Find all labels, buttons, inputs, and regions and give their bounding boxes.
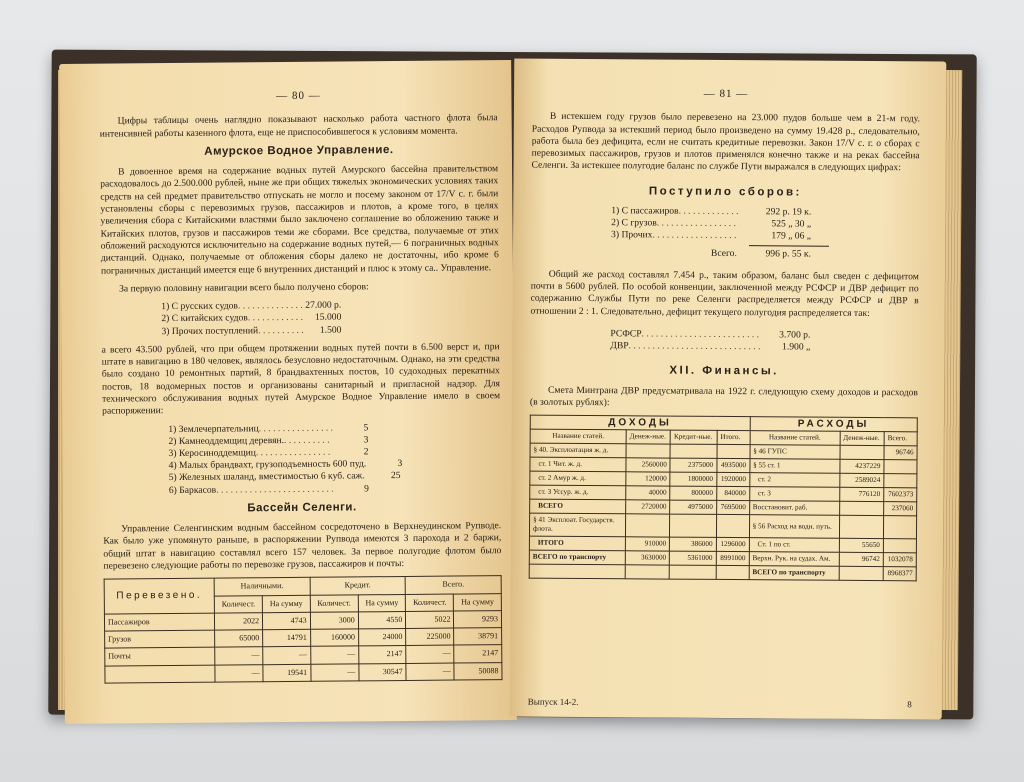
collections-list [611,205,811,260]
table-subheader: Кредит-ные. [670,430,716,444]
paragraph: Общий же расход составлял 7.454 р., таким образом, баланс был сведен с дефицитом почти в 5600 рублей. По особой конвенции, заключенной между РСФСР и ДВР дефицит по содержанию Службы Пути по реке Селенги распределяется между РСФСР и ДВР в отношении 2 : 1. Следовательно, дефицит текущего полугодия распределяется так: [530,268,919,319]
paragraph: Смета Минтрана ДВР предусматривала на 1922 г. следующую схему доходов и расходов (в золотых рублях): [529,384,919,409]
page-number: — 81 — [703,87,749,101]
list-item: ДВР . . . 1.900 „ [610,340,810,354]
table-subheader: Количест. [406,594,454,612]
signature-mark: Выпуск 14-2. [527,696,579,707]
list-item: 3) Керосиноддемщиц . . . 2 [168,446,368,460]
table-row: ВСЕГО по транспорту 3630000 5361000 8991000 Верхн. Рук. на судах. Ам. 96742 1032078 [529,550,916,567]
collections-list [161,300,341,338]
paragraph: За первую половину навигации всего было получено сборов: [119,281,369,295]
table-subheader: Количест. [214,595,262,613]
deficit-list [610,328,810,354]
table-row: ИТОГО 910000 386000 1296000 Ст. 1 по ст. 55650 [529,536,916,553]
list-item: РСФСР . . . 3.700 р. [610,328,810,342]
table-row: § 40. Эксплоатация ж. д. § 46 ГУПС 96746 [530,443,917,460]
table-row: ВСЕГО по транспорту 8968377 [529,564,916,581]
table-row: ст. 2 Амур ж. д. 120000 1800000 1920000 ст. 2 2589024 [530,471,917,488]
table-subheader: На сумму [358,594,406,612]
income-header: ДОХОДЫ [530,415,750,431]
finance-table [529,415,918,582]
list-item: 2) С китайских судов . . . 15.000 [161,312,341,326]
section-heading: Поступило сборов: [648,185,802,199]
table-subheader: На сумму [262,595,310,613]
list-item: 3) Прочих . . . 179 „ 06 „ [611,230,811,244]
table-row: Грузов 65000 14791 160000 24000 225000 38791 [105,628,502,649]
list-item: 1) Землечерпательниц . . . 5 [168,422,368,436]
table-header: Перевезено. [104,578,214,614]
table-subheader: Денеж-ные. [840,432,884,446]
left-page [59,60,517,724]
list-item: Всего . . . 996 р. 55 к. [611,247,811,261]
list-item: 1) С пассажиров . . . 292 р. 19 к. [611,205,811,219]
expense-header: РАСХОДЫ [750,417,917,432]
paragraph: В истекшем году грузов было перевезено на 23.000 пудов больше чем в 21-м году. Расходов Рупвода за истекший период было произведено на сумму 19.428 р., следовательно, работа была без дефицита, если не считать кредитные перевозки. Закон 17/V с. г. о сборах с перевозимых пассажиров, грузов и плотов применялся конечно также и на реках бассейна Селенги. За истекшее полугодие баланс по службе Пути выражался в следующих цифрах: [531,111,920,174]
list-item: 2) Камнеоддемщиц деревян. . . . 3 [168,434,368,448]
table-header: Кредит. [310,577,406,595]
list-item: 6) Баркасов . . . 9 [169,483,369,497]
section-heading: Бассейн Селенги. [247,501,357,515]
table-row: ст. 3 Уссур. ж. д. 40000 800000 840000 ст. 3 776120 7602373 [530,485,917,502]
transport-table [104,575,503,683]
right-page [510,59,947,720]
paragraph: Управление Селенгинским водным бассейном сосредоточено в Верхнеудинском Рупводе. Как было уже упомянуто раньше, в распоряжении Рупвода имеются 3 парохода и 2 баржи, общий штат в навигацию составлял всего 157 человек. За первое полугодие флотом было перевезено следующие работы по перевозке грузов, пассажиров и почты: [103,520,502,572]
table-row: Почты — — — 2147 — 2147 [105,645,502,666]
table-header: Всего. [405,576,501,594]
sum-rule [749,245,829,247]
table-header: Наличными. [214,578,310,596]
paragraph: В довоенное время на содержание водных путей Амурского бассейна правительством расходовалось до 2.500.000 рублей, ныне же при общих тяжелых экономических условиях таких средств на сей предмет правительство отпускать не могло и посему законом от 17/V с. г. были установлены сборы с перевозимых грузов, пассажиров и плотов, а кроме того, в целях увеличения сбора с Китайскими властями было заключено соглашение во обложению также и Китайских плотов, грузов и пассажиров теми же сборами. Все средства, получаемые от этих обложений расходуются исключительно на содержание водных путей,— 6 пограничных водных дистанций. Однако, получаемые от обложения сборы далеко не достаточны, ибо кроме 6 пограничных дистанций имеется еще 6 внутренних дистанций и плюс к этому са.. Управление. [100,163,499,277]
sheet-number: 8 [907,699,912,710]
intro-paragraph: Цифры таблицы очень наглядно показывают насколько работа частного флота была интенсивней работы казенного флота, еще не приспособившегося к условиям момента. [99,112,498,140]
table-subheader: Количест. [310,594,358,612]
table-subheader: На сумму [454,593,502,611]
table-row: § 41 Эксплоат. Государств. флота. § 56 Расход на водн. путь. [529,513,916,539]
table-row: ст. 1 Чит. ж. д. 2560000 2375000 4935000 § 55 ст. 1 4237229 [530,457,917,474]
paragraph: а всего 43.500 рублей, что при общем протяжении водных путей почти в 6.500 верст и, при штате в навигацию в 180 человек, являлось безусловно недостаточным. Однако, на эти средства было создано 10 ремонтных партий, 8 брандвахтенных постов, 10 судоходных перекатных постов, 18 водомерных постов и организованы санитарный и пригласной надзор. Для технического обслуживания водных путей Амурское Водное Управление имело в своем распоряжении: [101,340,501,417]
table-row: Пассажиров 2022 4743 3000 4550 5022 9293 [104,610,501,631]
table-row: ВСЕГО 2720000 4975000 7695000 Восстановит. раб. 237060 [530,499,917,516]
section-heading: XII. Финансы. [669,365,779,378]
section-heading: Амурское Водное Управление. [204,143,394,158]
list-item: 2) С грузов . . . 525 „ 30 „ [611,217,811,231]
table-subheader: Название статей. [750,431,840,446]
page-number: — 80 — [276,89,321,103]
list-item: 5) Железных шаланд, вместимостью 6 куб. саж. . . . 25 [169,471,369,485]
table-subheader: Итого. [717,431,750,445]
list-item: 1) С русских судов . . . 27.000 р. [161,300,341,314]
table-subheader: Всего. [884,432,917,446]
table-subheader: Денеж-ные. [626,430,670,444]
table-row: — 19541 — 30547 — 50088 [105,662,502,683]
equipment-list [168,421,403,497]
list-item: 4) Малых брандвахт, грузоподъемность 600 пуд. . . . 3 [169,458,369,472]
table-subheader: Название статей. [530,429,626,444]
list-item: 3) Прочих поступлений . . . 1.500 [161,324,341,338]
